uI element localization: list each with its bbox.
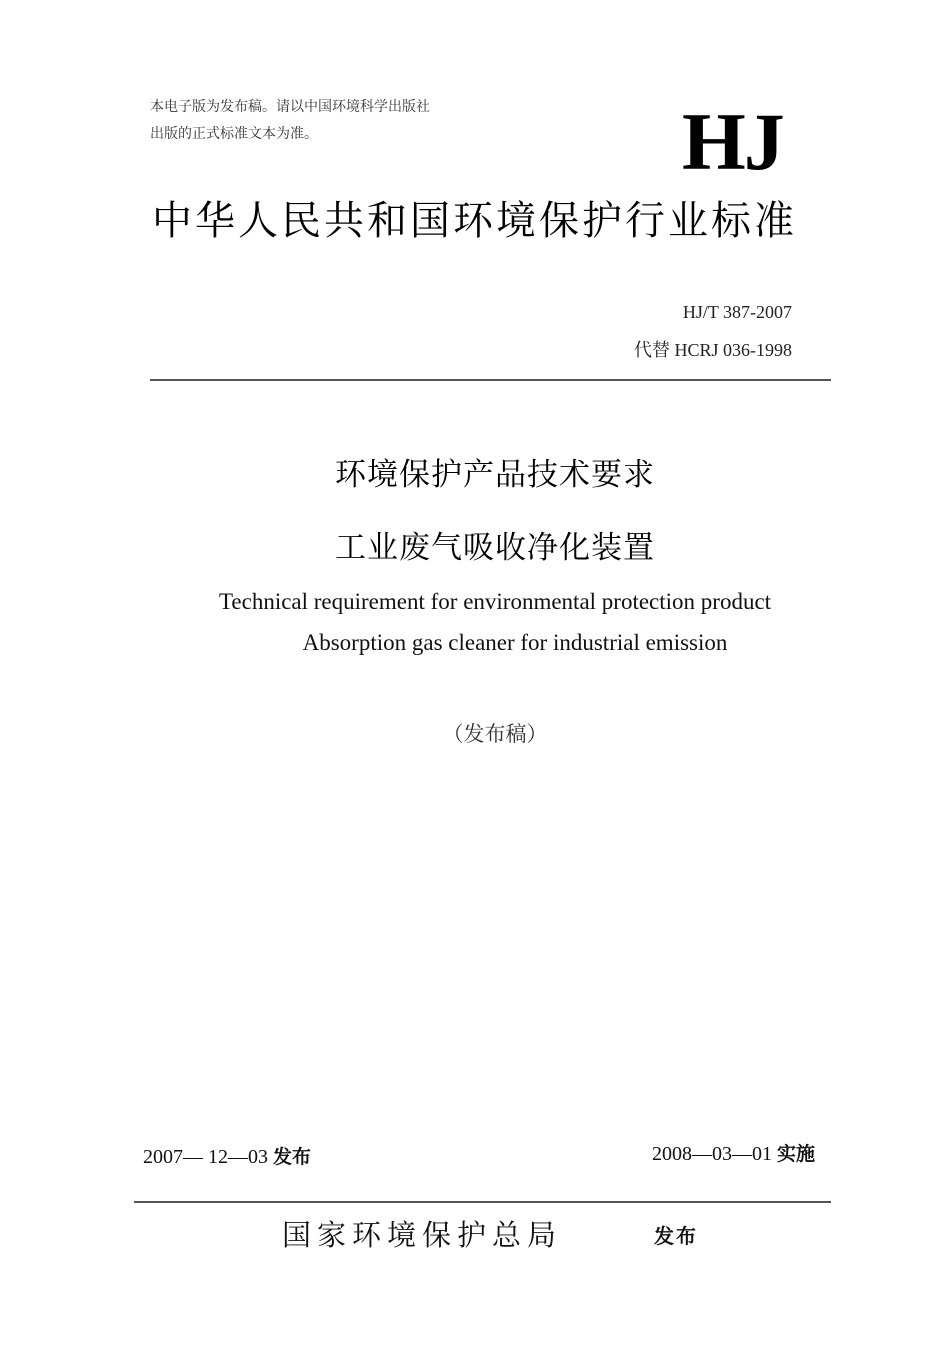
issue-label: 发布 <box>273 1146 312 1168</box>
title-chinese-line-2: 工业废气吸收净化装置 <box>335 530 655 566</box>
top-divider <box>150 379 831 381</box>
issued-label: 发布 <box>654 1224 698 1248</box>
effective-date-block <box>652 1139 815 1169</box>
standard-code: HJ/T 387-2007 <box>682 302 792 322</box>
publication-notice-line-1: 本电子版为发布稿。请以中国环境科学出版社 <box>150 99 430 115</box>
standard-category-title: 中华人民共和国环境保护行业标准 <box>152 198 797 244</box>
title-chinese-line-1: 环境保护产品技术要求 <box>335 457 655 493</box>
bottom-divider <box>134 1201 831 1203</box>
publication-notice-line-2: 出版的正式标准文本为准。 <box>150 126 318 142</box>
title-english-line-2: Absorption gas cleaner for industrial emission <box>302 630 728 655</box>
issue-date: 2007— 12—03 <box>143 1146 268 1168</box>
replaced-standard: 代替 HCRJ 036-1998 <box>633 340 792 360</box>
title-english-line-1: Technical requirement for environmental protection product <box>218 589 772 614</box>
effective-date: 2008—03—01 <box>651 1143 772 1165</box>
effective-label: 实施 <box>776 1143 815 1165</box>
draft-status: （发布稿） <box>442 722 548 746</box>
hj-logo: HJ <box>682 96 783 187</box>
issuing-authority: 国家环境保护总局 <box>282 1218 563 1252</box>
issue-date-block <box>143 1142 311 1172</box>
